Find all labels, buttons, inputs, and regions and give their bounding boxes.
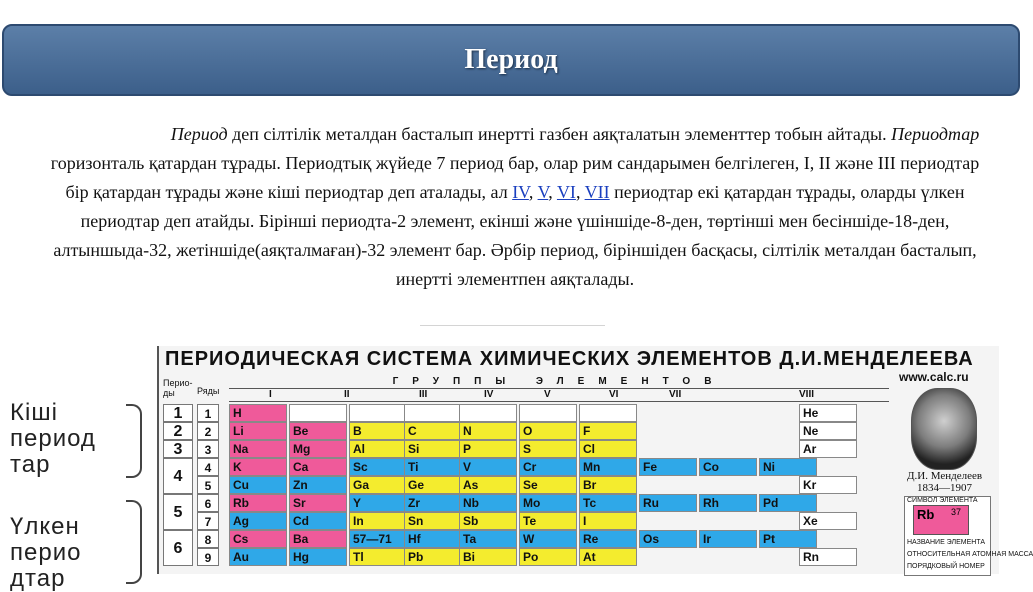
series-number: 2 bbox=[197, 422, 219, 440]
element-cell bbox=[349, 404, 407, 422]
element-cell: Ca bbox=[289, 458, 347, 476]
element-cell: Ga bbox=[349, 476, 407, 494]
slide-title: Период bbox=[464, 44, 558, 75]
element-cell: Tc bbox=[579, 494, 637, 512]
element-cell: Pt bbox=[759, 530, 817, 548]
period-number: 6 bbox=[163, 530, 193, 566]
element-cell: N bbox=[459, 422, 517, 440]
group-numeral: VII bbox=[669, 389, 682, 400]
element-cell: Xe bbox=[799, 512, 857, 530]
element-cell: Pd bbox=[759, 494, 817, 512]
element-cell: Hg bbox=[289, 548, 347, 566]
legend-box bbox=[904, 496, 1033, 576]
element-cell: 57—71 bbox=[349, 530, 407, 548]
link-separator: , bbox=[575, 182, 585, 202]
label-line: период bbox=[10, 425, 96, 452]
element-cell: Sc bbox=[349, 458, 407, 476]
element-cell: Cd bbox=[289, 512, 347, 530]
element-cell: Kr bbox=[799, 476, 857, 494]
element-cell bbox=[459, 404, 517, 422]
term-periods: Периодтар bbox=[891, 124, 980, 144]
element-cell: C bbox=[404, 422, 462, 440]
element-cell: Mo bbox=[519, 494, 577, 512]
element-cell: Te bbox=[519, 512, 577, 530]
series-number: 3 bbox=[197, 440, 219, 458]
divider-line bbox=[420, 325, 605, 326]
element-cell: Cu bbox=[229, 476, 287, 494]
element-cell bbox=[289, 404, 347, 422]
element-cell: Mg bbox=[289, 440, 347, 458]
legend-label-number: ПОРЯДКОВЫЙ НОМЕР bbox=[907, 563, 985, 570]
element-cell: Rb bbox=[229, 494, 287, 512]
label-line: Үлкен bbox=[10, 513, 80, 540]
element-cell: Na bbox=[229, 440, 287, 458]
element-cell: Zn bbox=[289, 476, 347, 494]
element-cell: Se bbox=[519, 476, 577, 494]
series-number: 5 bbox=[197, 476, 219, 494]
series-number: 9 bbox=[197, 548, 219, 566]
element-cell: Pb bbox=[404, 548, 462, 566]
element-cell: Cr bbox=[519, 458, 577, 476]
element-cell: Si bbox=[404, 440, 462, 458]
element-cell: Rh bbox=[699, 494, 757, 512]
groups-header: ГРУППЫ ЭЛЕМЕНТОВ bbox=[392, 376, 726, 387]
body-paragraph bbox=[40, 120, 990, 294]
period-number: 1 bbox=[163, 404, 193, 422]
group-numeral: VIII bbox=[799, 389, 815, 400]
element-cell: In bbox=[349, 512, 407, 530]
portrait-image bbox=[911, 388, 977, 470]
element-cell: Rn bbox=[799, 548, 857, 566]
element-cell: As bbox=[459, 476, 517, 494]
element-cell: Zr bbox=[404, 494, 462, 512]
link-separator: , bbox=[548, 182, 557, 202]
element-cell: Be bbox=[289, 422, 347, 440]
element-cell: I bbox=[579, 512, 637, 530]
legend-number: 37 bbox=[951, 507, 962, 517]
label-line: дтар bbox=[10, 565, 66, 592]
element-cell: He bbox=[799, 404, 857, 422]
element-cell: Cl bbox=[579, 440, 637, 458]
period-number: 3 bbox=[163, 440, 193, 458]
element-cell: Ru bbox=[639, 494, 697, 512]
element-cell: Ar bbox=[799, 440, 857, 458]
periods-column-header: Перио-ды bbox=[163, 378, 193, 398]
label-line: перио bbox=[10, 539, 82, 566]
link-period-vii[interactable]: VII bbox=[584, 182, 610, 202]
element-cell: Ba bbox=[289, 530, 347, 548]
element-cell: K bbox=[229, 458, 287, 476]
period-number: 4 bbox=[163, 458, 193, 494]
element-cell: Ge bbox=[404, 476, 462, 494]
legend-label-symbol: СИМВОЛ ЭЛЕМЕНТА bbox=[907, 497, 978, 504]
group-numeral: I bbox=[269, 389, 272, 400]
element-cell: Al bbox=[349, 440, 407, 458]
slide-title-bar bbox=[2, 24, 1020, 96]
element-cell: Ne bbox=[799, 422, 857, 440]
label-line: тар bbox=[10, 451, 51, 478]
group-numerals-row bbox=[229, 388, 889, 402]
legend-symbol: Rb bbox=[917, 507, 935, 522]
link-separator: , bbox=[528, 182, 538, 202]
link-period-v[interactable]: V bbox=[537, 182, 549, 202]
element-cell: Ti bbox=[404, 458, 462, 476]
element-cell: F bbox=[579, 422, 637, 440]
element-cell bbox=[404, 404, 462, 422]
paragraph-part-2: горизонталь қатардан тұрады. Периодтық жүйеде 7 период бар, олар рим сандарымен белгілеген, I, II және III периодтар бір қатардан тұрады және кіші периодтар деп аталады, ал bbox=[50, 153, 980, 202]
brace-small-periods bbox=[126, 404, 142, 478]
element-cell: H bbox=[229, 404, 287, 422]
group-numeral: VI bbox=[609, 389, 619, 400]
rows-column-header: Ряды bbox=[197, 386, 220, 396]
element-cell: Mn bbox=[579, 458, 637, 476]
brace-large-periods bbox=[126, 500, 142, 584]
element-cell: Ta bbox=[459, 530, 517, 548]
element-cell: Co bbox=[699, 458, 757, 476]
group-numeral: IV bbox=[484, 389, 494, 400]
element-cell: Hf bbox=[404, 530, 462, 548]
element-cell bbox=[519, 404, 577, 422]
link-period-iv[interactable]: IV bbox=[512, 182, 529, 202]
element-cell: At bbox=[579, 548, 637, 566]
series-number: 7 bbox=[197, 512, 219, 530]
element-cell: Po bbox=[519, 548, 577, 566]
element-cell: O bbox=[519, 422, 577, 440]
element-cell: Ni bbox=[759, 458, 817, 476]
portrait-years: 1834—1907 bbox=[917, 482, 972, 494]
legend-label-name: НАЗВАНИЕ ЭЛЕМЕНТА bbox=[907, 539, 986, 546]
element-cell: V bbox=[459, 458, 517, 476]
label-line: Кіші bbox=[10, 399, 58, 426]
group-numeral: III bbox=[419, 389, 428, 400]
legend-label-mass: ОТНОСИТЕЛЬНАЯ АТОМНАЯ МАССА bbox=[907, 551, 1033, 558]
element-cell: Sb bbox=[459, 512, 517, 530]
element-cell: Ag bbox=[229, 512, 287, 530]
paragraph-part-1: деп сілтілік металдан басталып инертті газбен аяқталатын элементтер тобын айтады. bbox=[227, 124, 892, 144]
series-number: 4 bbox=[197, 458, 219, 476]
site-url: www.calc.ru bbox=[899, 370, 969, 384]
element-cell: Li bbox=[229, 422, 287, 440]
element-cell: Y bbox=[349, 494, 407, 512]
series-number: 8 bbox=[197, 530, 219, 548]
element-cell: Os bbox=[639, 530, 697, 548]
paragraph-part-3: периодтар екі қатардан тұрады, оларды үлкен периодтар деп атайды. Бірінші периодта-2 элемент, екінші және үшіншіде-8-ден, төртінші мен бесіншіде-18-ден, алтыншыда-32, жетіншіде(аяқталмаған)-32 элемент бар. Әрбір период, біріншіден басқасы, сілтілік металдан басталып, инертті элементпен аяқталады. bbox=[53, 182, 977, 289]
element-cell: Sr bbox=[289, 494, 347, 512]
term-period: Период bbox=[170, 124, 228, 144]
periodic-table-title: ПЕРИОДИЧЕСКАЯ СИСТЕМА ХИМИЧЕСКИХ ЭЛЕМЕНТОВ Д.И.МЕНДЕЛЕЕВА bbox=[165, 348, 974, 370]
period-number: 2 bbox=[163, 422, 193, 440]
element-cell: Re bbox=[579, 530, 637, 548]
periodic-table-image bbox=[157, 346, 1033, 574]
element-cell bbox=[579, 404, 637, 422]
element-cell: P bbox=[459, 440, 517, 458]
element-cell: S bbox=[519, 440, 577, 458]
element-cell: Bi bbox=[459, 548, 517, 566]
element-cell: Fe bbox=[639, 458, 697, 476]
label-small-periods bbox=[10, 400, 96, 478]
element-cell: Nb bbox=[459, 494, 517, 512]
element-cell: W bbox=[519, 530, 577, 548]
group-numeral: V bbox=[544, 389, 551, 400]
series-number: 1 bbox=[197, 404, 219, 422]
element-cell: Br bbox=[579, 476, 637, 494]
label-large-periods bbox=[10, 514, 81, 592]
series-number: 6 bbox=[197, 494, 219, 512]
element-cell: Tl bbox=[349, 548, 407, 566]
portrait-name: Д.И. Менделеев bbox=[907, 470, 983, 482]
group-numeral: II bbox=[344, 389, 350, 400]
element-cell: Ir bbox=[699, 530, 757, 548]
element-cell: Sn bbox=[404, 512, 462, 530]
link-period-vi[interactable]: VI bbox=[556, 182, 576, 202]
element-cell: Au bbox=[229, 548, 287, 566]
period-number: 5 bbox=[163, 494, 193, 530]
element-cell: Cs bbox=[229, 530, 287, 548]
element-cell: B bbox=[349, 422, 407, 440]
